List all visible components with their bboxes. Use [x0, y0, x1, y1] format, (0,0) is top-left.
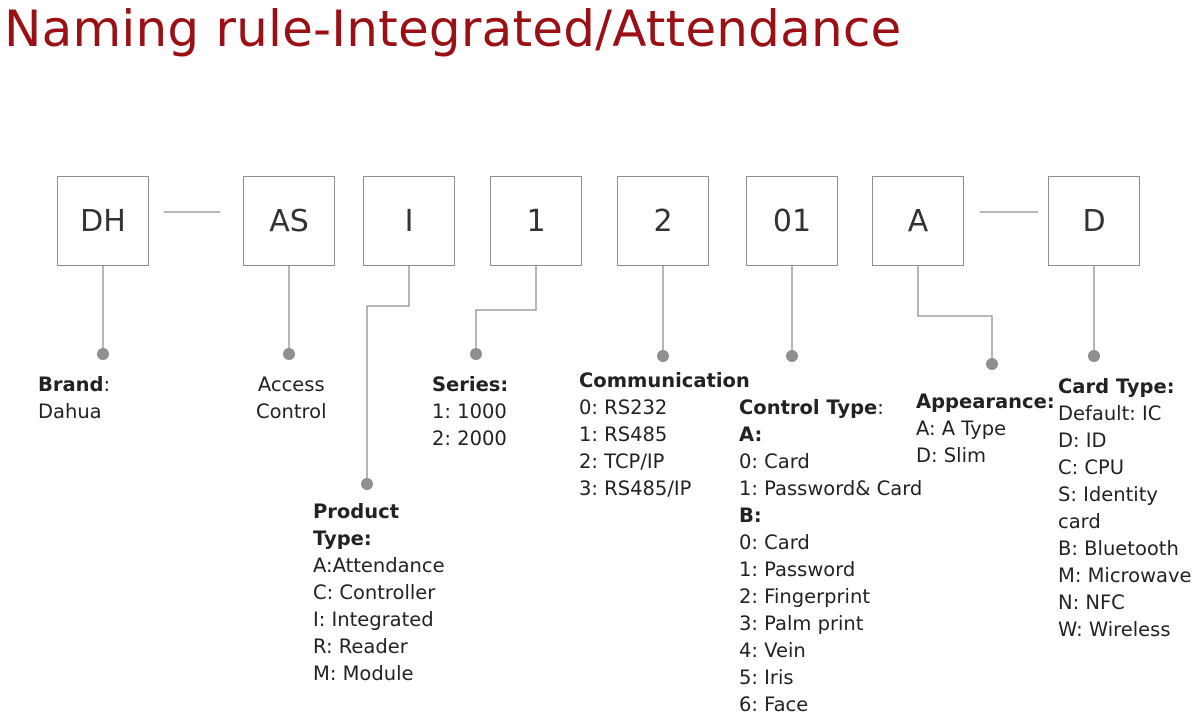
product-type-block — [313, 498, 445, 687]
appearance-heading: Appearance: — [916, 390, 1055, 413]
dot-access-control — [283, 348, 295, 360]
connector-product-type — [367, 266, 409, 484]
communication-item: 2: TCP/IP — [579, 450, 665, 473]
code-box-1: 1 — [490, 176, 582, 266]
product-type-heading-line2: Type: — [313, 527, 372, 550]
code-box-01: 01 — [746, 176, 838, 266]
access-control-line1: Access — [257, 373, 325, 396]
dot-appearance — [986, 358, 998, 370]
control-type-item: 0: Card — [739, 450, 810, 473]
control-type-block — [739, 394, 922, 718]
brand-block — [38, 371, 110, 425]
dot-card-type — [1088, 350, 1100, 362]
card-type-heading: Card Type: — [1058, 375, 1175, 398]
code-box-i: I — [363, 176, 455, 266]
product-type-item: R: Reader — [313, 635, 408, 658]
communication-item: 3: RS485/IP — [579, 477, 692, 500]
access-control-line2: Control — [256, 400, 327, 423]
card-type-item: B: Bluetooth — [1058, 537, 1179, 560]
card-type-item: S: Identity — [1058, 483, 1158, 506]
communication-block — [579, 367, 750, 502]
code-box-a: A — [872, 176, 964, 266]
connector-appearance — [918, 266, 992, 364]
communication-heading: Communication — [579, 369, 750, 392]
control-type-item: 4: Vein — [739, 639, 806, 662]
product-type-item: C: Controller — [313, 581, 436, 604]
product-type-item: A:Attendance — [313, 554, 445, 577]
control-type-item: 6: Face — [739, 693, 809, 716]
appearance-item: D: Slim — [916, 444, 986, 467]
access-control-block — [256, 371, 327, 425]
connector-series — [476, 266, 536, 354]
card-type-item: N: NFC — [1058, 591, 1125, 614]
control-type-item: 2: Fingerprint — [739, 585, 870, 608]
product-type-item: M: Module — [313, 662, 414, 685]
dot-communication — [657, 350, 669, 362]
card-type-block — [1058, 373, 1192, 643]
card-type-item: card — [1058, 510, 1101, 533]
product-type-heading-line1: Product — [313, 500, 400, 523]
dot-control-type — [786, 350, 798, 362]
product-type-item: I: Integrated — [313, 608, 434, 631]
card-type-item: W: Wireless — [1058, 618, 1171, 641]
code-box-d: D — [1048, 176, 1140, 266]
control-type-item: 1: Password& Card — [739, 477, 923, 500]
appearance-item: A: A Type — [916, 417, 1007, 440]
page-title: Naming rule-Integrated/Attendance — [4, 0, 902, 58]
card-type-item: C: CPU — [1058, 456, 1125, 479]
series-heading: Series: — [432, 373, 509, 396]
series-item: 2: 2000 — [432, 427, 507, 450]
dot-brand — [97, 348, 109, 360]
card-type-item: M: Microwave — [1058, 564, 1192, 587]
card-type-item: Default: IC — [1058, 402, 1162, 425]
communication-item: 1: RS485 — [579, 423, 668, 446]
control-type-heading: Control Type — [739, 396, 878, 419]
brand-colon: : — [103, 373, 111, 396]
control-type-group-a-label: A: — [739, 423, 763, 446]
dot-product-type — [361, 478, 373, 490]
series-item: 1: 1000 — [432, 400, 507, 423]
brand-value: Dahua — [38, 400, 102, 423]
appearance-block — [916, 388, 1055, 469]
control-type-item: 1: Password — [739, 558, 856, 581]
brand-heading: Brand — [38, 373, 104, 396]
dot-series — [470, 348, 482, 360]
code-box-dh: DH — [57, 176, 149, 266]
control-type-item: 0: Card — [739, 531, 810, 554]
card-type-item: D: ID — [1058, 429, 1107, 452]
code-box-as: AS — [243, 176, 335, 266]
control-type-item: 5: Iris — [739, 666, 794, 689]
control-type-colon: : — [877, 396, 884, 419]
communication-item: 0: RS232 — [579, 396, 668, 419]
control-type-group-b-label: B: — [739, 504, 762, 527]
series-block — [432, 371, 508, 452]
code-box-2: 2 — [617, 176, 709, 266]
control-type-item: 3: Palm print — [739, 612, 864, 635]
